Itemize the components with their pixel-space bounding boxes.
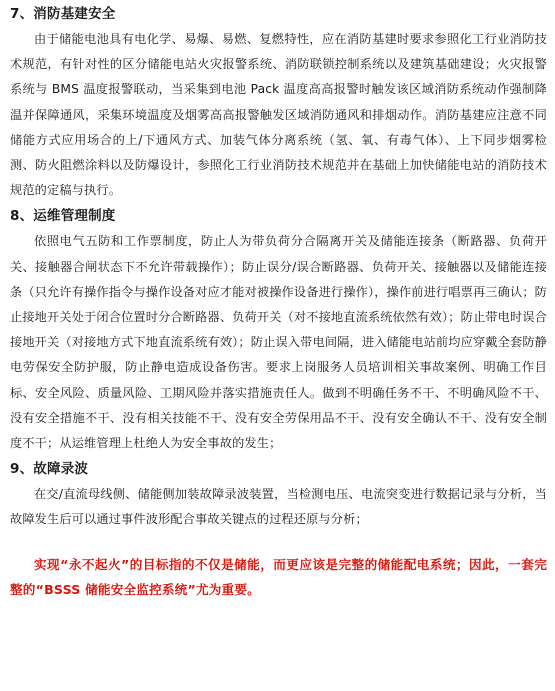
section-fault-recording: [10, 459, 547, 532]
section-heading: 8、运维管理制度: [10, 208, 116, 225]
section-fire-infrastructure: [10, 4, 547, 203]
section-paragraph: 由于储能电池具有电化学、易爆、易燃、复燃特性，应在消防基建时要求参照化工行业消防技术规范，有针对性的区分储能电站火灾报警系统、消防联锁控制系统以及建筑基础建设；火灾报警系统与 BMS 温度报警联动，当采集到电池 Pack 温度高高报警时触发该区域消防系统动作强制降温并保障通风，采集环境温度及烟雾高高报警触发区域消防通风和排烟动作。消防基建应注意不同储能方式应用场合的上/下通风方式、加装气体分离系统（氢、氧、有毒气体）、上下同步烟雾检测、防火阻燃涂料以及防爆设计，参照化工行业消防技术规范并在基础上加快储能电站的消防技术规范的定稿与执行。: [10, 32, 547, 198]
section-paragraph: 依照电气五防和工作票制度，防止人为带负荷分合隔离开关及储能连接条（断路器、负荷开关、接触器合闸状态下不允许带载操作）；防止误分/误合断路器、负荷开关、接触器以及储能连接条（只允许有操作指令与操作设备对应才能对被操作设备进行操作），操作前进行唱票再三确认；防止接地开关处于闭合位置时分合断路器、负荷开关（对不接地直流系统依然有效）；防止带电时误合接地开关（对接地方式下地直流系统有效）；防止误入带电间隔，进入储能电站前均应穿戴全套防静电劳保安全防护服，防止静电造成设备伤害。要求上岗服务人员培训相关事故案例、明确工作目标、安全风险、质量风险、工期风险并落实措施责任人。做到不明确任务不干、不明确风险不干、没有安全措施不干、没有相关技能不干、没有安全劳保用品不干、没有安全确认不干、没有安全制度不干；从运维管理上杜绝人为安全事故的发生；: [10, 234, 547, 451]
section-operation-management: [10, 206, 547, 456]
section-heading: 7、消防基建安全: [10, 6, 116, 22]
document-page: [10, 4, 547, 603]
section-heading: 9、故障录波: [10, 461, 89, 478]
section-paragraph: 在交/直流母线侧、储能侧加装故障录波装置，当检测电压、电流突变进行数据记录与分析，当故障发生后可以通过事件波形配合事故关键点的过程还原与分析；: [10, 487, 547, 527]
highlight-conclusion: 实现“永不起火”的目标指的不仅是储能，而更应该是完整的储能配电系统；因此，一套完整的“BSSS 储能安全监控系统”尤为重要。: [10, 556, 547, 598]
